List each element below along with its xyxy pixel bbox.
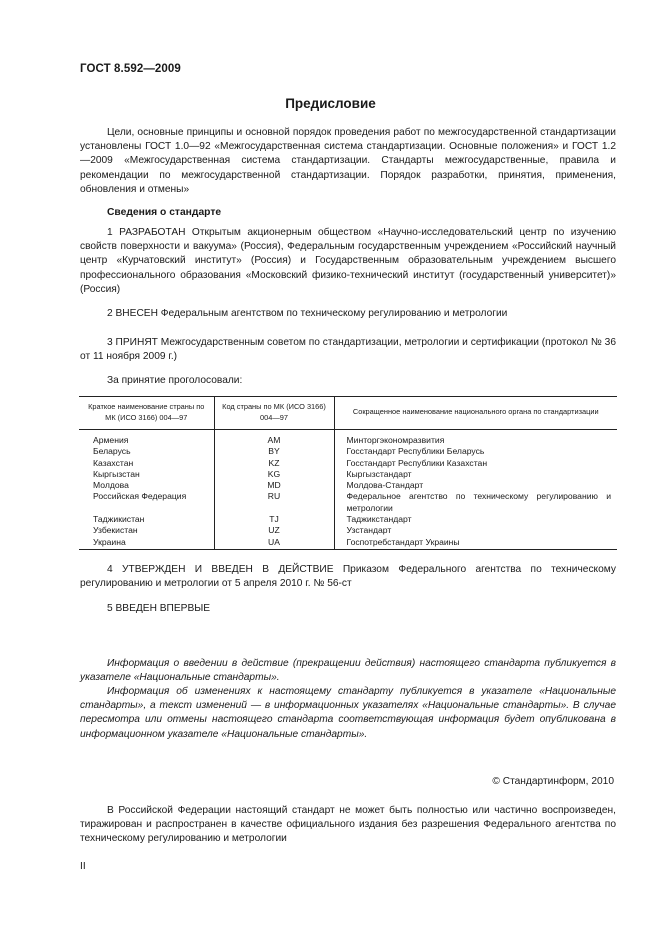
org-cell: Узстандарт xyxy=(334,525,617,536)
code-cell: BY xyxy=(214,446,334,457)
item-adopted: 3 ПРИНЯТ Межгосударственным советом по стандартизации, метрологии и сертификации (протокол № 36 от 11 ноября 2009 г.) xyxy=(80,337,616,363)
org-cell: Таджикстандарт xyxy=(334,514,617,525)
code-cell: KG xyxy=(214,469,334,480)
code-cell: UA xyxy=(214,537,334,550)
notice-amendments: Информация об изменениях к настоящему стандарту публикуется в указателе «Национальные стандарты», а текст изменений — в информационных указателях «Национальные стандарты». В случае пересмотра или отмены настоящего стандарта соответствующая информация будет опубликована в информационном указателе «Национальные стандарты». xyxy=(80,686,616,740)
table-row xyxy=(79,491,617,514)
org-cell: Госстандарт Республики Казахстан xyxy=(334,458,617,469)
code-cell: KZ xyxy=(214,458,334,469)
table-row xyxy=(79,458,617,469)
org-cell: Федеральное агентство по техническому регулированию и метрологии xyxy=(334,491,617,514)
vote-table xyxy=(79,396,617,550)
country-cell: Российская Федерация xyxy=(93,491,187,502)
org-cell: Молдова-Стандарт xyxy=(334,480,617,491)
intro-paragraph: Цели, основные принципы и основной порядок проведения работ по межгосударственной стандартизации установлены ГОСТ 1.0—92 «Межгосударственная система стандартизации. Основные положения» и ГОСТ 1.2—2009 «Межгосударственная система стандартизации. Стандарты межгосударственные, правила и рекомендации по межгосударственной стандартизации. Порядок разработки, принятия, применения, обновления и отмены» xyxy=(80,127,616,195)
table-row xyxy=(79,514,617,525)
country-cell: Узбекистан xyxy=(93,525,138,536)
country-cell: Армения xyxy=(93,435,129,445)
voted-label: За принятие проголосовали: xyxy=(107,375,243,386)
country-cell: Беларусь xyxy=(93,446,131,457)
country-cell: Украина xyxy=(79,537,214,550)
country-cell: Молдова xyxy=(93,480,129,491)
code-cell: RU xyxy=(214,491,334,514)
country-cell: Казахстан xyxy=(93,457,134,468)
item-approved: 4 УТВЕРЖДЕН И ВВЕДЕН В ДЕЙСТВИЕ Приказом Федерального агентства по техническому регулированию и метрологии от 5 апреля 2010 г. № 56-ст xyxy=(80,564,616,590)
header-country: Краткое наименование страны по МК (ИСО 3166) 004—97 xyxy=(79,397,214,430)
header-code: Код страны по МК (ИСО 3166) 004—97 xyxy=(214,397,334,430)
page-number: II xyxy=(80,861,86,872)
code-cell: UZ xyxy=(214,525,334,536)
code-cell: TJ xyxy=(214,514,334,525)
table-row xyxy=(79,537,617,550)
page-title: Предисловие xyxy=(285,96,376,111)
table-row xyxy=(79,469,617,480)
org-cell: Госстандарт Республики Беларусь xyxy=(334,446,617,457)
country-cell: Таджикистан xyxy=(93,514,145,525)
reproduction-rights: В Российской Федерации настоящий стандарт не может быть полностью или частично воспроизведен, тиражирован и распространен в качестве официального издания без разрешения Федерального агентства по техническому регулированию и метрологии xyxy=(80,805,616,845)
code-cell: AM xyxy=(214,430,334,447)
item-developed: 1 РАЗРАБОТАН Открытым акционерным обществом «Научно-исследовательский центр по изучению свойств поверхности и вакуума» (Россия), Федеральным государственным учреждением «Российский научный центр «Курчатовский институт» (Россия) и Государственным образовательным учреждением высшего профессионального образования «Московский физико-технический институт (государственный университет)» (Россия) xyxy=(80,227,616,295)
org-cell: Госпотребстандарт Украины xyxy=(334,537,617,550)
copyright: © Стандартинформ, 2010 xyxy=(492,776,614,787)
notice-publication: Информация о введении в действие (прекращении действия) настоящего стандарта публикуется в указателе «Национальные стандарты». xyxy=(80,658,616,684)
item-introduced: 2 ВНЕСЕН Федеральным агентством по техническому регулированию и метрологии xyxy=(107,308,508,319)
item-first-introduced: 5 ВВЕДЕН ВПЕРВЫЕ xyxy=(107,603,211,614)
code-cell: MD xyxy=(214,480,334,491)
org-cell: Минторгэкономразвития xyxy=(334,430,617,447)
table-row xyxy=(79,525,617,536)
document-code: ГОСТ 8.592—2009 xyxy=(80,63,181,75)
header-organization: Сокращенное наименование национального органа по стандартизации xyxy=(334,397,617,430)
org-cell: Кыргызстандарт xyxy=(334,469,617,480)
country-cell: Кыргызстан xyxy=(93,468,140,479)
standard-info-heading: Сведения о стандарте xyxy=(107,207,222,218)
table-row xyxy=(79,480,617,491)
vote-table-header xyxy=(79,397,617,430)
table-row xyxy=(79,430,617,447)
table-row xyxy=(79,446,617,457)
